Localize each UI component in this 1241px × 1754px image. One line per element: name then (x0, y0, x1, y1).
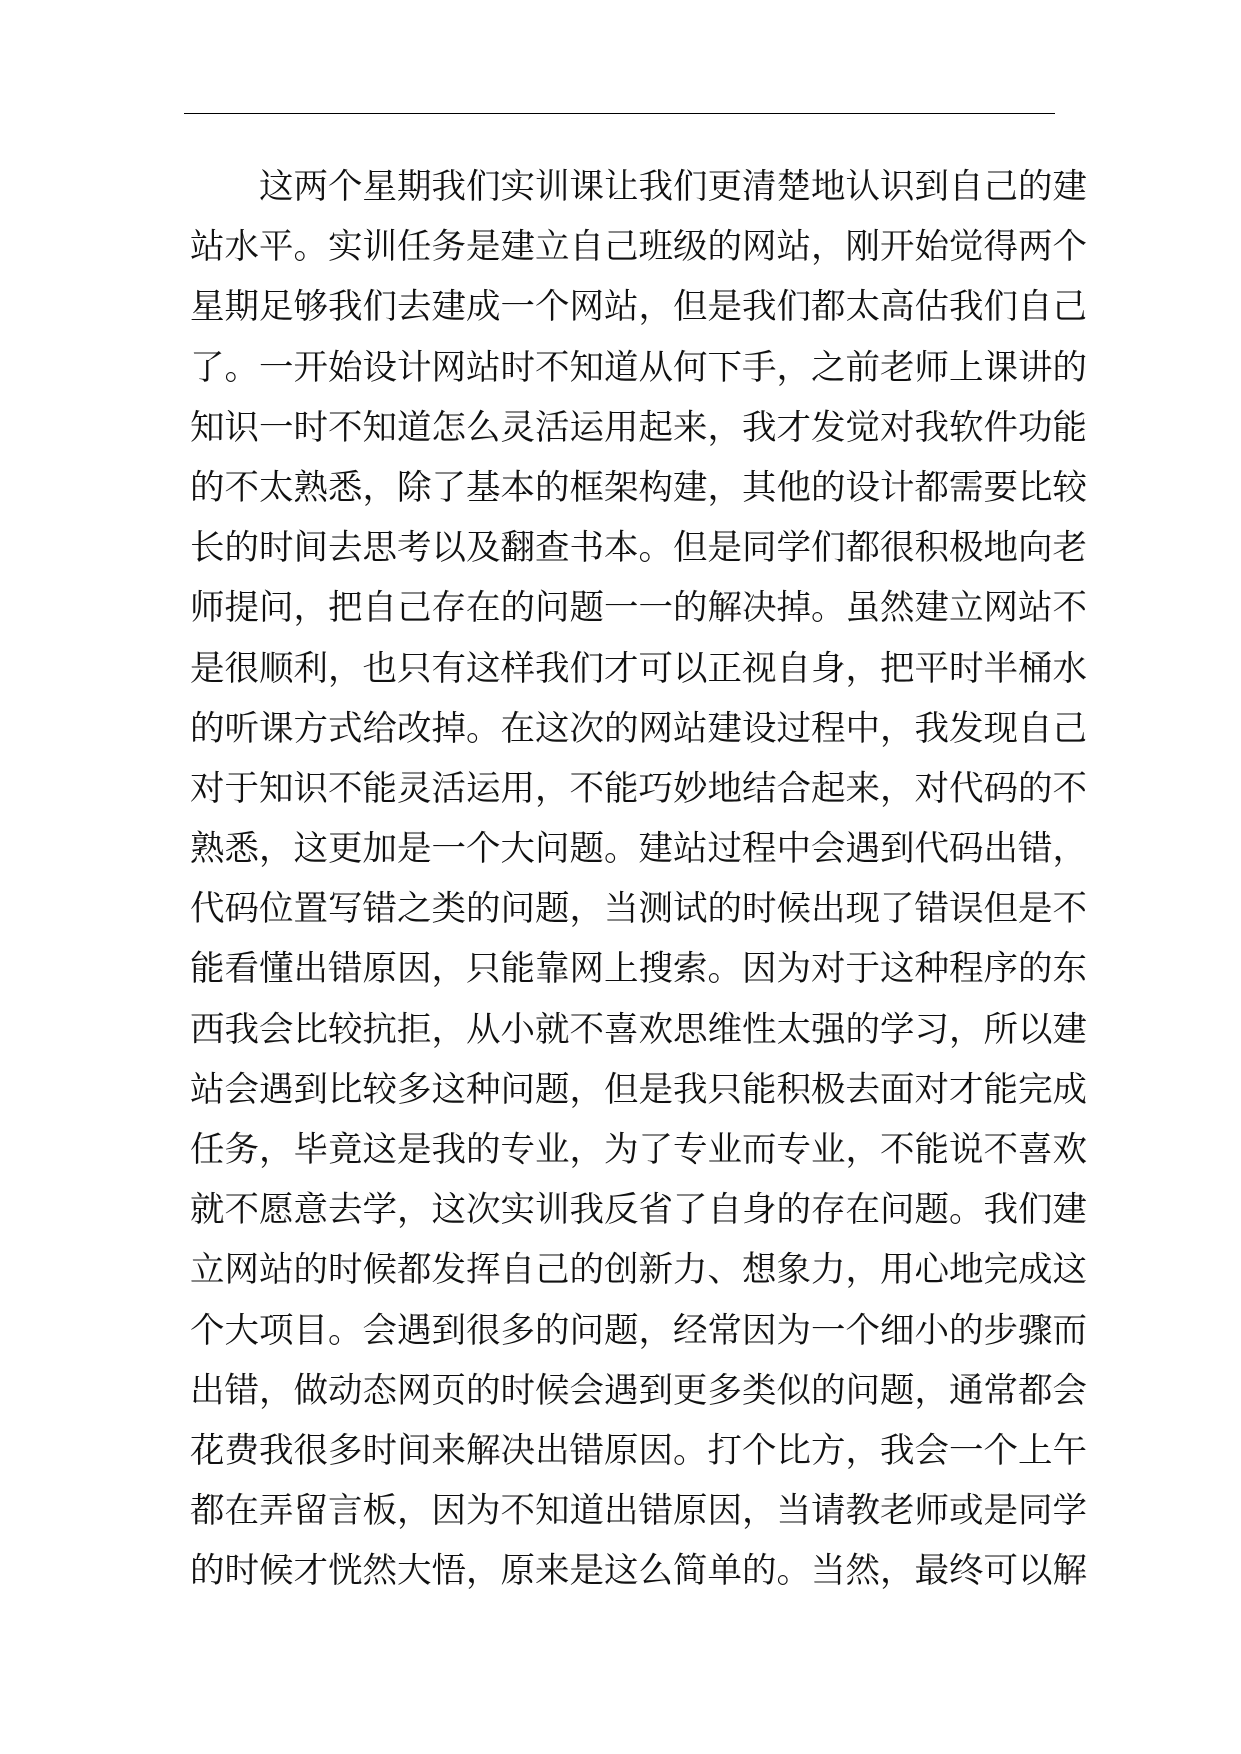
text-line: 能看懂出错原因，只能靠网上搜索。因为对于这种程序的东 (190, 949, 1087, 990)
text-line: 立网站的时候都发挥自己的创新力、想象力，用心地完成这 (190, 1250, 1087, 1291)
text-line: 的听课方式给改掉。在这次的网站建设过程中，我发现自己 (190, 708, 1087, 749)
text-line: 的不太熟悉，除了基本的框架构建，其他的设计都需要比较 (190, 467, 1087, 508)
text-line: 知识一时不知道怎么灵活运用起来，我才发觉对我软件功能 (190, 407, 1087, 448)
text-line: 个大项目。会遇到很多的问题，经常因为一个细小的步骤而 (190, 1310, 1087, 1351)
text-line: 对于知识不能灵活运用，不能巧妙地结合起来，对代码的不 (190, 768, 1087, 809)
header-rule (184, 113, 1055, 114)
text-line: 都在弄留言板，因为不知道出错原因，当请教老师或是同学 (190, 1491, 1087, 1532)
text-line: 的时候才恍然大悟，原来是这么简单的。当然，最终可以解 (190, 1551, 1087, 1592)
text-line: 西我会比较抗拒，从小就不喜欢思维性太强的学习，所以建 (190, 1009, 1087, 1050)
text-line: 出错，做动态网页的时候会遇到更多类似的问题，通常都会 (190, 1370, 1087, 1411)
text-line: 熟悉，这更加是一个大问题。建站过程中会遇到代码出错， (190, 829, 1087, 870)
text-line: 站会遇到比较多这种问题，但是我只能积极去面对才能完成 (190, 1069, 1087, 1110)
body-paragraph (190, 157, 1087, 1602)
text-line: 花费我很多时间来解决出错原因。打个比方，我会一个上午 (190, 1430, 1087, 1471)
text-line: 代码位置写错之类的问题，当测试的时候出现了错误但是不 (190, 889, 1087, 930)
text-line: 这两个星期我们实训课让我们更清楚地认识到自己的建 (190, 167, 1087, 207)
text-line: 星期足够我们去建成一个网站，但是我们都太高估我们自己 (190, 287, 1087, 328)
text-line: 就不愿意去学，这次实训我反省了自身的存在问题。我们建 (190, 1190, 1087, 1231)
text-line: 站水平。实训任务是建立自己班级的网站，刚开始觉得两个 (190, 227, 1087, 268)
text-line: 是很顺利，也只有这样我们才可以正视自身，把平时半桶水 (190, 648, 1087, 689)
text-line: 长的时间去思考以及翻查书本。但是同学们都很积极地向老 (190, 528, 1087, 569)
text-line: 任务，毕竟这是我的专业，为了专业而专业，不能说不喜欢 (190, 1130, 1087, 1170)
text-line: 师提问，把自己存在的问题一一的解决掉。虽然建立网站不 (190, 588, 1087, 629)
text-line: 了。一开始设计网站时不知道从何下手，之前老师上课讲的 (190, 347, 1087, 388)
